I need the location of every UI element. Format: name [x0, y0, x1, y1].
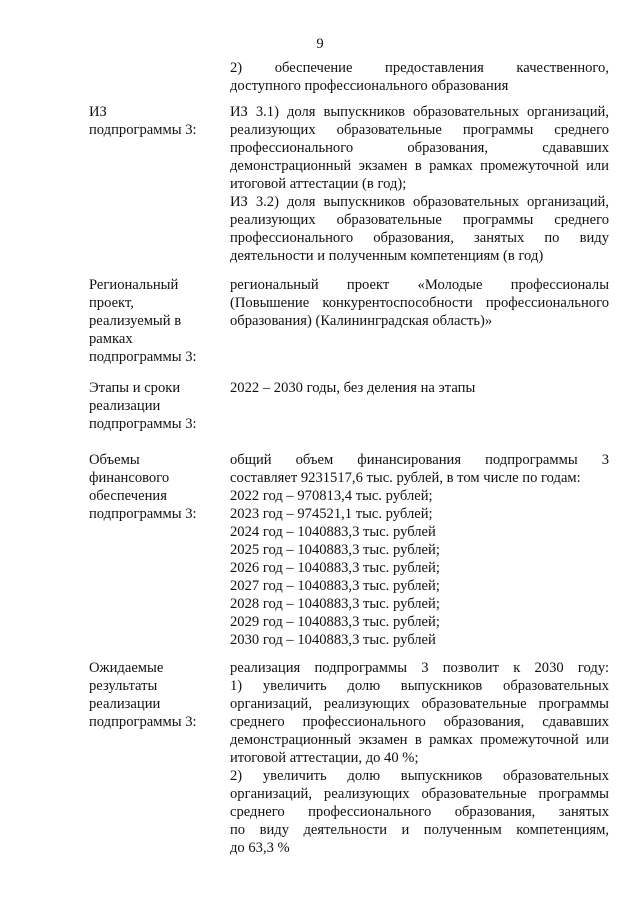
regional-project-content: [230, 276, 609, 330]
indicator-line: реализующих образовательные программы среднего: [230, 212, 609, 228]
regional-project-label: [89, 276, 219, 366]
financing-line: 2030 год – 1040883,3 тыс. рублей: [230, 632, 436, 648]
label-line: финансового: [89, 470, 170, 486]
label-line: Объемы: [89, 452, 140, 468]
result-line: организаций, реализующих образовательные программы: [230, 786, 609, 802]
indicator-line: профессионального образования, занятых по виду: [230, 230, 609, 246]
label-line: рамках: [89, 331, 133, 347]
regional-project-line: (Повышение конкурентоспособности профессионального: [230, 295, 609, 311]
result-line: 1) увеличить долю выпускников образовательных: [230, 678, 609, 694]
financing-label: [89, 451, 219, 523]
financing-line: общий объем финансирования подпрограммы 3: [230, 452, 609, 468]
financing-line: составляет 9231517,6 тыс. рублей, в том числе по годам:: [230, 470, 581, 486]
indicator-line: демонстрационный экзамен в рамках промежуточной или: [230, 158, 609, 174]
financing-line: 2025 год – 1040883,3 тыс. рублей;: [230, 542, 440, 558]
result-line: среднего профессионального образования, сдававших: [230, 714, 609, 730]
top-block-content: [230, 59, 609, 95]
label-line: реализации: [89, 398, 161, 414]
stages-content: [230, 379, 609, 397]
label-line: подпрограммы 3:: [89, 349, 197, 365]
financing-line: 2022 год – 970813,4 тыс. рублей;: [230, 488, 433, 504]
label-line: обеспечения: [89, 488, 167, 504]
stages-label: [89, 379, 219, 433]
result-line: реализация подпрограммы 3 позволит к 2030 году:: [230, 660, 609, 676]
result-line: 2) увеличить долю выпускников образовательных: [230, 768, 609, 784]
expected-results-label: [89, 659, 219, 731]
expected-results-content: [230, 659, 609, 857]
indicator-line: реализующих образовательные программы среднего: [230, 122, 609, 138]
indicator-line: профессионального образования, сдававших: [230, 140, 609, 156]
regional-project-line: региональный проект «Молодые профессионалы: [230, 277, 609, 293]
label-line: Ожидаемые: [89, 660, 164, 676]
financing-line: 2027 год – 1040883,3 тыс. рублей;: [230, 578, 440, 594]
result-line: среднего профессионального образования, занятых: [230, 804, 609, 820]
label-line: подпрограммы 3:: [89, 714, 197, 730]
label-line: результаты: [89, 678, 158, 694]
financing-content: [230, 451, 609, 649]
label-line: Региональный: [89, 277, 179, 293]
regional-project-line: образования) (Калининградская область)»: [230, 313, 493, 329]
label-line: реализации: [89, 696, 161, 712]
indicators-content: [230, 103, 609, 265]
financing-line: 2024 год – 1040883,3 тыс. рублей: [230, 524, 436, 540]
financing-line: 2029 год – 1040883,3 тыс. рублей;: [230, 614, 440, 630]
result-line: итоговой аттестации, до 40 %;: [230, 750, 419, 766]
page-number: 9: [316, 36, 324, 52]
label-line: Этапы и сроки: [89, 380, 181, 396]
top-block-line: 2) обеспечение предоставления качественного,: [230, 60, 609, 76]
label-line: проект,: [89, 295, 134, 311]
label-line: подпрограммы 3:: [89, 416, 197, 432]
stages-line: 2022 – 2030 годы, без деления на этапы: [230, 380, 476, 396]
result-line: демонстрационный экзамен в рамках промежуточной или: [230, 732, 609, 748]
result-line: по виду деятельности и полученным компетенциям,: [230, 822, 609, 838]
financing-line: 2026 год – 1040883,3 тыс. рублей;: [230, 560, 440, 576]
indicator-line: ИЗ 3.2) доля выпускников образовательных организаций,: [230, 194, 609, 210]
label-line: подпрограммы 3:: [89, 506, 197, 522]
financing-line: 2023 год – 974521,1 тыс. рублей;: [230, 506, 433, 522]
result-line: организаций, реализующих образовательные программы: [230, 696, 609, 712]
indicator-line: деятельности и полученным компетенциям (в год): [230, 248, 544, 264]
label-line: ИЗ: [89, 104, 107, 120]
indicator-line: ИЗ 3.1) доля выпускников образовательных организаций,: [230, 104, 609, 120]
financing-line: 2028 год – 1040883,3 тыс. рублей;: [230, 596, 440, 612]
indicators-label: [89, 103, 219, 139]
label-line: реализуемый в: [89, 313, 182, 329]
top-block-line: доступного профессионального образования: [230, 78, 509, 94]
result-line: до 63,3 %: [230, 840, 290, 856]
label-line: подпрограммы 3:: [89, 122, 197, 138]
indicator-line: итоговой аттестации (в год);: [230, 176, 407, 192]
